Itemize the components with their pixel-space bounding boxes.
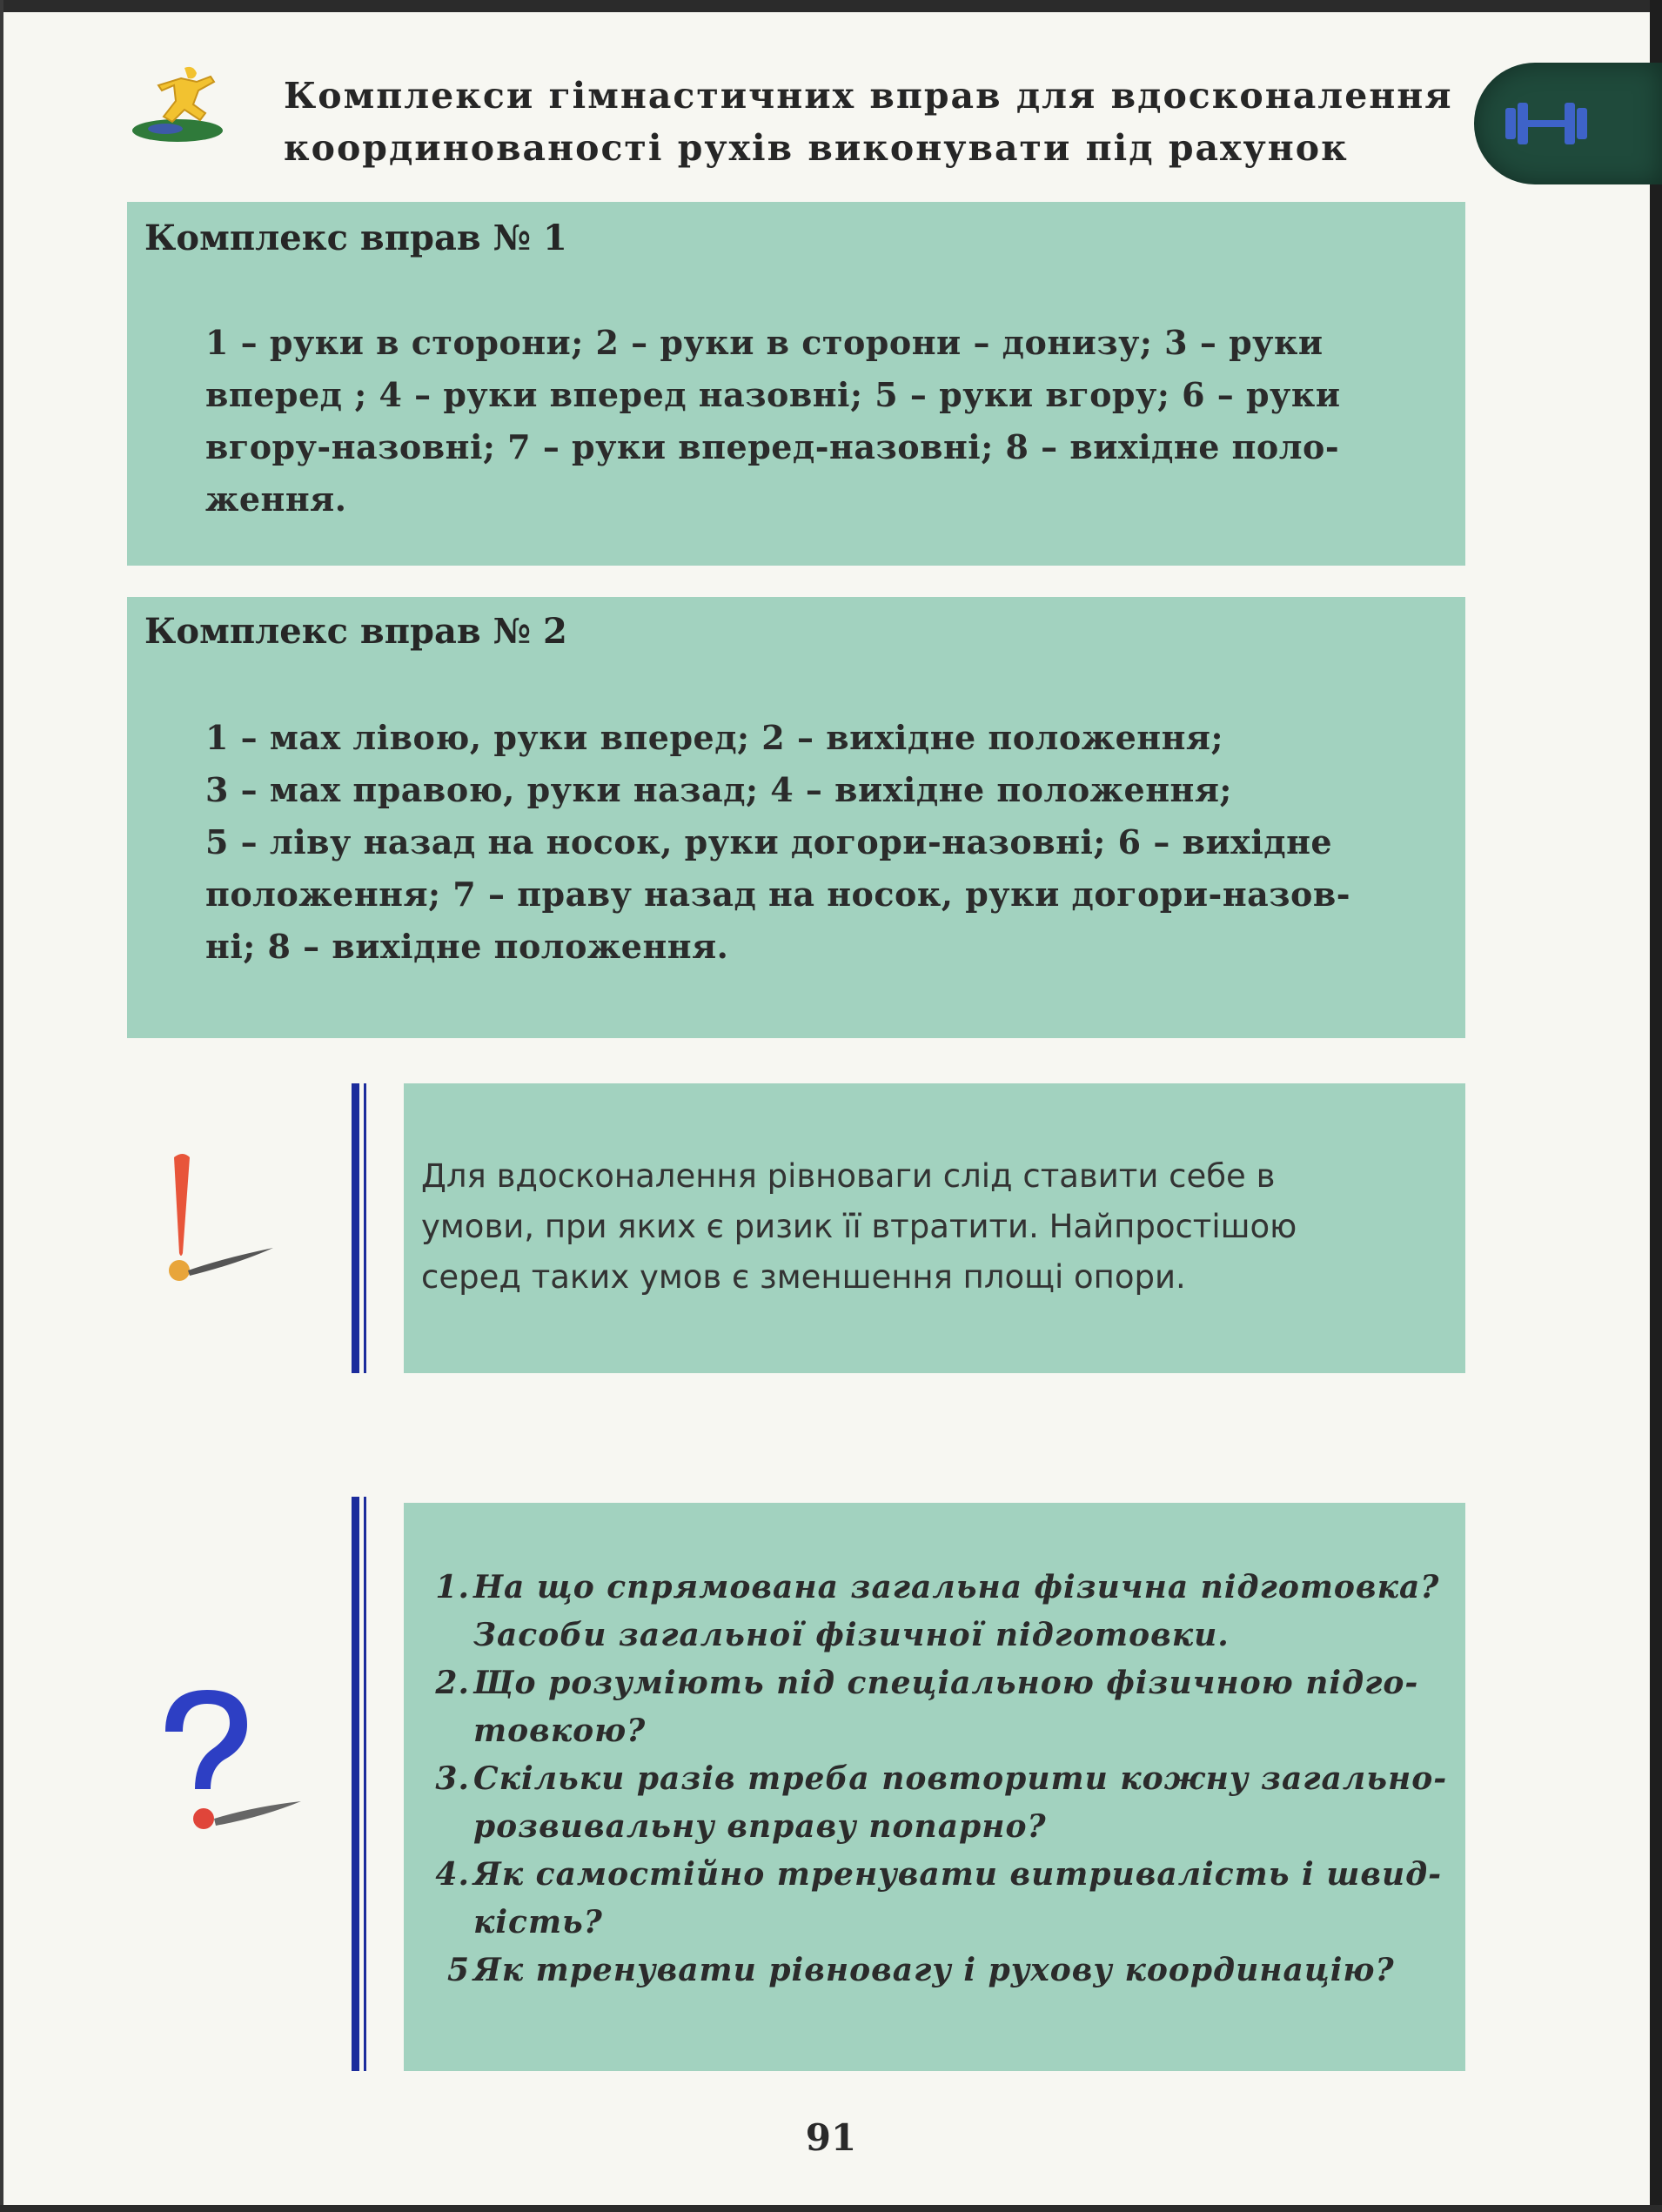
complex-1-title: Комплекс вправ № 1 (144, 218, 567, 258)
question-item (404, 1755, 1448, 1851)
questions-box (404, 1503, 1465, 2071)
question-line: розвивальну вправу попарно? (473, 1808, 1047, 1845)
question-list (404, 1564, 1448, 1994)
page-number: 91 (805, 2116, 857, 2159)
dumbbell-icon (1498, 96, 1594, 151)
complex-1-line: вгору-назовні; 7 – руки вперед-назовні; 8 – вихідне поло- (205, 427, 1340, 466)
page-edge-top (0, 0, 1662, 12)
complex-2-line: положення; 7 – праву назад на носок, руки догори-назов- (205, 875, 1351, 914)
question-line: товкою? (473, 1713, 647, 1749)
complex-1-line: ження. (205, 479, 347, 519)
page-title (284, 70, 1484, 174)
question-item (404, 1851, 1448, 1947)
question-item (404, 1564, 1448, 1659)
page-title-line-1: Комплекси гімнастичних вправ для вдосконалення (284, 75, 1453, 117)
question-number: 4. (435, 1856, 470, 1893)
exercise-complex-2 (127, 597, 1465, 1038)
question-line: Як самостійно тренувати витривалість і швид- (473, 1856, 1443, 1893)
complex-1-line: вперед ; 4 – руки вперед назовні; 5 – руки вгору; 6 – руки (205, 375, 1341, 414)
question-number: 5 (446, 1952, 470, 1988)
note-line: Для вдосконалення рівноваги слід ставити себе в (421, 1157, 1276, 1195)
question-item (404, 1659, 1448, 1755)
note-line: умови, при яких є ризик її втратити. Найпростішою (421, 1208, 1297, 1245)
question-line: Що розуміють під спеціальною фізичною підго- (473, 1665, 1419, 1701)
question-item (404, 1947, 1448, 1994)
question-line: кість? (473, 1904, 603, 1941)
section-tab (1474, 63, 1662, 184)
complex-2-title: Комплекс вправ № 2 (144, 611, 567, 652)
question-line: На що спрямована загальна фізична підготовка? (473, 1569, 1440, 1605)
note-bar-thin (364, 1083, 366, 1373)
page-edge-right (1650, 0, 1662, 2212)
note-box (404, 1083, 1465, 1373)
exclamation-icon (139, 1140, 278, 1305)
complex-1-text (205, 317, 1424, 526)
questions-bar-thin (364, 1497, 366, 2071)
complex-2-line: 3 – мах правою, руки назад; 4 – вихідне положення; (205, 770, 1232, 809)
question-number: 1. (435, 1569, 470, 1605)
exercise-complex-1 (127, 202, 1465, 566)
complex-2-line: 1 – мах лівою, руки вперед; 2 – вихідне положення; (205, 718, 1223, 757)
note-text (421, 1151, 1448, 1303)
question-line: Скільки разів треба повторити кожну загально- (473, 1760, 1448, 1797)
question-number: 2. (435, 1665, 470, 1701)
complex-2-text (205, 712, 1424, 973)
questions-bar (352, 1497, 359, 2071)
page-edge-left (0, 0, 3, 2212)
question-number: 3. (435, 1760, 470, 1797)
complex-2-line: 5 – ліву назад на носок, руки догори-назовні; 6 – вихідне (205, 822, 1333, 861)
page-title-line-2: координованості рухів виконувати під рахунок (284, 127, 1349, 169)
question-icon (150, 1679, 306, 1853)
question-line: Засоби загальної фізичної підготовки. (473, 1617, 1230, 1653)
runner-icon (131, 59, 228, 146)
note-line: серед таких умов є зменшення площі опори. (421, 1258, 1186, 1296)
question-line: Як тренувати рівновагу і рухову координацію? (473, 1952, 1395, 1988)
note-bar (352, 1083, 359, 1373)
complex-1-line: 1 – руки в сторони; 2 – руки в сторони – донизу; 3 – руки (205, 323, 1324, 362)
page-edge-bottom (0, 2205, 1662, 2212)
complex-2-line: ні; 8 – вихідне положення. (205, 927, 729, 966)
